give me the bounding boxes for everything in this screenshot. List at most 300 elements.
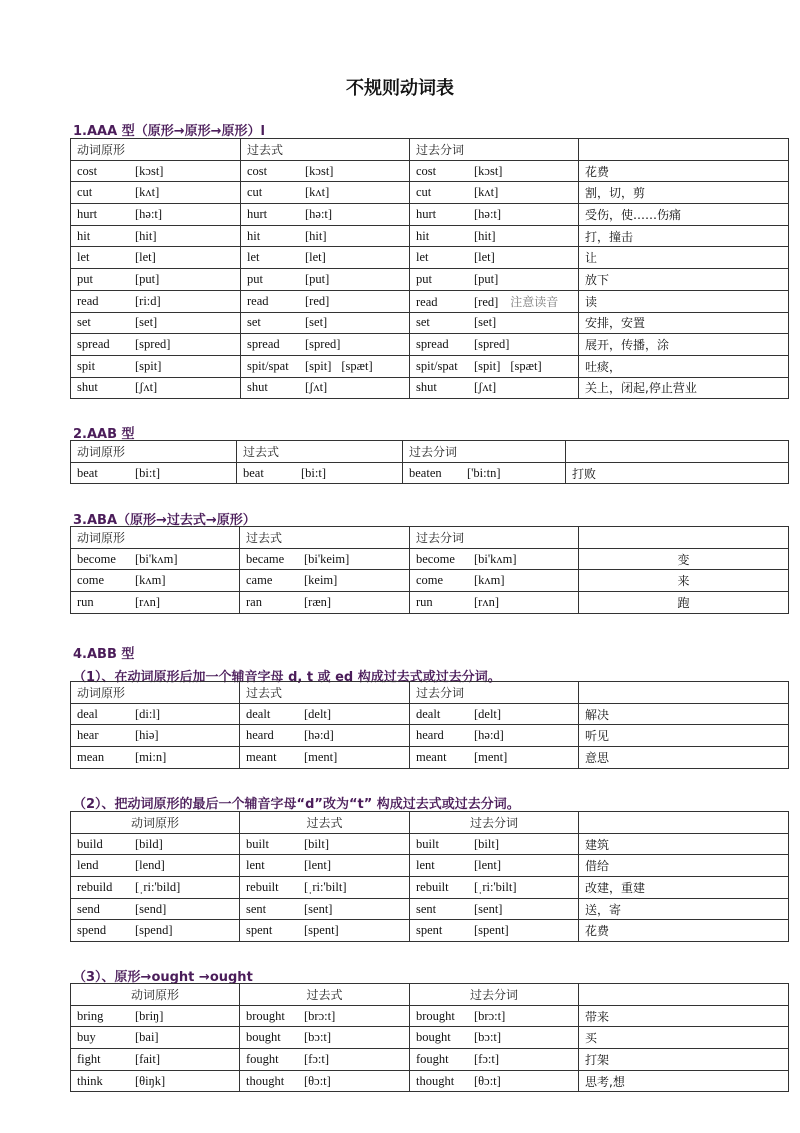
column-header: 过去分词 [410,812,579,834]
table-row [71,725,789,747]
table-row [71,570,789,592]
base-form-phonetic: [send] [135,901,167,916]
past-tense: spread [247,337,280,352]
past-tense-cell [241,334,410,356]
base-form: spread [77,337,110,352]
past-participle: put [416,271,432,286]
past-tense-phonetic: [hə:d] [304,728,334,743]
past-participle: beaten [409,465,442,480]
base-form: read [77,293,99,308]
past-participle-phonetic: [hə:t] [474,206,502,221]
past-tense-phonetic: [ʃʌt] [305,380,328,395]
past-tense-cell [241,204,410,226]
meaning-cell: 放下 [579,269,789,291]
column-header [566,441,789,463]
past-tense: dealt [246,706,271,721]
meaning-cell: 改建，重建 [579,877,789,899]
base-form-cell [71,334,241,356]
base-form: cost [77,163,98,178]
meaning-cell: 关上，闭起,停止营业 [579,377,789,399]
past-tense-phonetic: [hit] [305,228,327,243]
base-form-phonetic: [hə:t] [135,206,163,221]
past-participle-cell [410,377,579,399]
past-tense: cut [247,185,263,200]
meaning-cell: 花费 [579,920,789,942]
section-heading: 3.ABA（原形→过去式→原形） [73,513,256,528]
past-tense-cell [240,1005,410,1027]
table-row [71,592,789,614]
table-header-row [71,139,789,161]
base-form-cell [71,920,240,942]
past-tense: set [247,315,261,330]
past-participle: spit/spat [416,358,458,373]
past-tense-phonetic: [set] [305,315,328,330]
table-header-row [71,527,789,549]
past-participle-cell [410,570,579,592]
past-participle-phonetic: [spent] [474,923,509,938]
past-tense-phonetic: [let] [305,250,326,265]
past-participle: spread [416,337,449,352]
meaning-cell: 跑 [579,592,789,614]
base-form-phonetic: [bai] [135,1030,159,1045]
past-tense: beat [243,465,264,480]
base-form-cell [71,1027,240,1049]
base-form-cell [71,355,241,377]
past-participle-phonetic: [fɔ:t] [474,1051,499,1066]
base-form: think [77,1073,103,1088]
table-row [71,548,789,570]
table-header-row [71,441,789,463]
past-participle-cell [403,462,566,484]
past-tense: rebuilt [246,879,279,894]
past-tense-phonetic: [bi:t] [301,465,326,480]
past-tense-cell [240,747,410,769]
past-tense-cell [240,833,410,855]
base-form-phonetic: [ʃʌt] [135,380,158,395]
past-tense-phonetic: [lent] [304,858,332,873]
meaning-cell: 变 [579,548,789,570]
base-form-phonetic: [let] [135,250,156,265]
base-form-cell [71,290,241,312]
meaning-cell: 带来 [579,1005,789,1027]
past-tense-phonetic: [delt] [304,706,332,721]
past-participle: become [416,551,455,566]
past-participle-cell [410,204,579,226]
base-form: hit [77,228,91,243]
column-header: 动词原形 [71,527,240,549]
past-tense: became [246,551,285,566]
meaning-cell: 买 [579,1027,789,1049]
meaning-cell: 读 [579,290,789,312]
past-tense-cell [240,855,410,877]
past-tense: spent [246,923,273,938]
base-form-phonetic: [spend] [135,923,173,938]
past-participle-phonetic: [sent] [474,901,503,916]
column-header: 过去式 [240,682,410,704]
past-participle: hit [416,228,430,243]
column-header [579,682,789,704]
section-heading: 1.AAA 型（原形→原形→原形）l [73,124,265,139]
past-participle: read [416,294,438,309]
past-tense-cell [240,703,410,725]
past-participle-phonetic-alt: [spæt] [510,358,542,373]
base-form-cell [71,747,240,769]
past-participle-cell [410,290,579,312]
base-form: put [77,271,93,286]
column-header: 过去式 [240,984,410,1006]
past-participle-phonetic: [bilt] [474,836,499,851]
base-form-cell [71,1070,240,1092]
past-tense: heard [246,728,274,743]
verb-table [70,811,789,942]
past-tense: meant [246,749,277,764]
base-form: buy [77,1030,96,1045]
past-tense-cell [240,548,410,570]
base-form: fight [77,1051,101,1066]
past-participle-cell [410,1049,579,1071]
base-form-phonetic: [bi'kʌm] [135,551,178,566]
base-form-phonetic: [ˌri:'bild] [135,879,181,894]
base-form-phonetic: [set] [135,315,158,330]
past-participle-cell [410,225,579,247]
past-tense-phonetic: [bi'keim] [304,551,350,566]
past-tense-phonetic: [bilt] [304,836,329,851]
past-participle-phonetic: [set] [474,315,497,330]
past-participle-phonetic: [ʃʌt] [474,380,497,395]
past-participle-phonetic: [brɔ:t] [474,1008,506,1023]
base-form: cut [77,185,93,200]
column-header: 动词原形 [71,812,240,834]
past-participle-phonetic: [kʌt] [474,185,499,200]
past-tense-phonetic: [spred] [305,337,341,352]
verb-table [70,526,789,614]
pronunciation-note: 注意读音 [510,294,559,309]
past-participle-phonetic: [ment] [474,749,508,764]
past-participle-phonetic: ['bi:tn] [467,465,501,480]
past-tense: bought [246,1030,281,1045]
base-form: run [77,594,94,609]
past-tense-cell [241,160,410,182]
table-row [71,312,789,334]
past-tense: shut [247,380,268,395]
past-tense-cell [240,898,410,920]
base-form-cell [71,377,241,399]
table-row [71,334,789,356]
past-participle-phonetic: [kɔst] [474,163,503,178]
past-tense-cell [241,247,410,269]
base-form: come [77,573,105,588]
past-tense-cell [241,377,410,399]
past-tense-phonetic: [brɔ:t] [304,1008,336,1023]
column-header: 动词原形 [71,984,240,1006]
table-header-row [71,682,789,704]
base-form: hurt [77,206,98,221]
base-form: send [77,901,100,916]
base-form-cell [71,269,241,291]
past-participle: hurt [416,206,437,221]
base-form-cell [71,462,237,484]
base-form-phonetic: [θiŋk] [135,1073,166,1088]
base-form-cell [71,312,241,334]
past-tense: put [247,271,263,286]
past-participle: lent [416,858,435,873]
past-tense-cell [240,920,410,942]
base-form-cell [71,225,241,247]
past-participle: come [416,573,444,588]
column-header: 动词原形 [71,441,237,463]
meaning-cell: 花费 [579,160,789,182]
base-form-phonetic: [briŋ] [135,1008,164,1023]
base-form: become [77,551,116,566]
base-form: shut [77,380,98,395]
past-tense-phonetic: [bɔ:t] [304,1030,332,1045]
past-tense-phonetic: [spent] [304,923,339,938]
past-tense-cell [240,570,410,592]
past-participle-cell [410,855,579,877]
past-participle-cell [410,1005,579,1027]
table-row [71,1049,789,1071]
base-form-phonetic: [kɔst] [135,163,164,178]
past-tense-phonetic: [hə:t] [305,206,333,221]
past-participle-cell [410,833,579,855]
past-participle: cut [416,185,432,200]
past-participle: spent [416,923,443,938]
past-participle-cell [410,247,579,269]
base-form: set [77,315,91,330]
past-tense-phonetic: [sent] [304,901,333,916]
past-participle-cell [410,548,579,570]
base-form-phonetic: [spred] [135,337,171,352]
column-header: 过去式 [237,441,403,463]
table-row [71,462,789,484]
base-form-phonetic: [put] [135,271,160,286]
column-header: 过去分词 [410,984,579,1006]
past-participle-phonetic: [spit] [474,358,501,373]
past-participle: bought [416,1030,451,1045]
past-participle-phonetic: [bɔ:t] [474,1030,502,1045]
base-form-cell [71,898,240,920]
past-tense-phonetic-alt: [spæt] [341,358,373,373]
verb-table [70,138,789,399]
table-header-row [71,812,789,834]
past-participle: rebuilt [416,879,449,894]
past-participle-cell [410,703,579,725]
past-participle: thought [416,1073,455,1088]
past-participle-phonetic: [hə:d] [474,728,504,743]
base-form-phonetic: [lend] [135,858,165,873]
past-participle: built [416,836,439,851]
column-header: 过去分词 [410,527,579,549]
base-form-phonetic: [hit] [135,228,157,243]
meaning-cell: 安排，安置 [579,312,789,334]
base-form: let [77,250,90,265]
meaning-cell: 听见 [579,725,789,747]
past-participle: brought [416,1008,455,1023]
past-tense-cell [240,877,410,899]
base-form-phonetic: [mi:n] [135,749,167,764]
past-participle-phonetic: [θɔ:t] [474,1073,501,1088]
past-tense-phonetic: [ˌri:'bilt] [304,879,347,894]
past-tense-cell [240,1049,410,1071]
column-header: 过去分词 [410,139,579,161]
base-form-cell [71,570,240,592]
past-tense: ran [246,594,262,609]
table-row [71,1070,789,1092]
base-form-phonetic: [bild] [135,836,163,851]
base-form-cell [71,247,241,269]
meaning-cell: 意思 [579,747,789,769]
table-row [71,247,789,269]
table-row [71,1027,789,1049]
section-heading: 2.AAB 型 [73,427,135,442]
page-title: 不规则动词表 [346,78,454,99]
past-participle-cell [410,725,579,747]
table-row [71,290,789,312]
past-tense-phonetic: [put] [305,271,330,286]
past-participle-phonetic: [rʌn] [474,594,499,609]
past-participle-cell [410,334,579,356]
past-participle-cell [410,1070,579,1092]
table-header-row [71,984,789,1006]
past-participle-phonetic: [red] [474,294,499,309]
section-heading: （2）、把动词原形的最后一个辅音字母“d”改为“t” 构成过去式或过去分词。 [73,797,520,812]
column-header: 过去式 [241,139,410,161]
past-participle-cell [410,269,579,291]
past-participle-cell [410,920,579,942]
base-form: rebuild [77,879,113,894]
base-form-cell [71,160,241,182]
past-participle-cell [410,1027,579,1049]
column-header: 动词原形 [71,682,240,704]
past-participle-cell [410,877,579,899]
table-row [71,160,789,182]
table-row [71,898,789,920]
base-form-cell [71,855,240,877]
past-participle: sent [416,901,437,916]
column-header [579,812,789,834]
base-form-cell [71,548,240,570]
base-form-phonetic: [bi:t] [135,465,160,480]
column-header [579,527,789,549]
meaning-cell: 送，寄 [579,898,789,920]
past-tense-cell [241,290,410,312]
base-form-phonetic: [spit] [135,358,162,373]
meaning-cell: 解决 [579,703,789,725]
table-row [71,225,789,247]
meaning-cell: 让 [579,247,789,269]
past-participle: run [416,594,433,609]
base-form: mean [77,749,105,764]
past-tense-phonetic: [ment] [304,749,338,764]
past-participle-phonetic: [ˌri:'bilt] [474,879,517,894]
base-form: lend [77,858,99,873]
past-tense-phonetic: [ræn] [304,594,332,609]
past-participle: heard [416,728,444,743]
base-form-phonetic: [kʌt] [135,185,160,200]
past-tense: thought [246,1073,285,1088]
column-header: 动词原形 [71,139,241,161]
past-participle-phonetic: [delt] [474,706,502,721]
base-form-cell [71,592,240,614]
past-tense-phonetic: [θɔ:t] [304,1073,331,1088]
past-participle-phonetic: [put] [474,271,499,286]
column-header: 过去式 [240,812,410,834]
meaning-cell: 建筑 [579,833,789,855]
past-tense-phonetic: [kʌt] [305,185,330,200]
meaning-cell: 来 [579,570,789,592]
base-form: bring [77,1008,104,1023]
verb-table [70,440,789,484]
table-row [71,833,789,855]
past-participle-phonetic: [bi'kʌm] [474,551,517,566]
table-row [71,703,789,725]
base-form-cell [71,725,240,747]
past-participle-phonetic: [kʌm] [474,573,505,588]
past-tense-cell [240,725,410,747]
column-header: 过去分词 [403,441,566,463]
meaning-cell: 吐痰， [579,355,789,377]
base-form-phonetic: [ri:d] [135,293,161,308]
table-row [71,747,789,769]
base-form-phonetic: [fait] [135,1051,160,1066]
past-tense: built [246,836,269,851]
table-row [71,920,789,942]
past-tense-cell [241,269,410,291]
past-participle-cell [410,747,579,769]
column-header [579,139,789,161]
past-tense-cell [241,182,410,204]
past-participle: let [416,250,429,265]
past-tense: cost [247,163,268,178]
past-participle-phonetic: [let] [474,250,495,265]
past-tense-cell [240,1027,410,1049]
base-form: spit [77,358,96,373]
column-header: 过去式 [240,527,410,549]
base-form-phonetic: [di:l] [135,706,160,721]
past-participle-cell [410,160,579,182]
section-subheading: （1）、在动词原形后加一个辅音字母 d, t 或 ed 构成过去式或过去分词。 [73,670,501,685]
past-participle-phonetic: [hit] [474,228,496,243]
table-row [71,1005,789,1027]
past-tense-phonetic: [spit] [305,358,332,373]
verb-table [70,983,789,1092]
base-form: build [77,836,103,851]
past-participle: dealt [416,706,441,721]
base-form-cell [71,204,241,226]
meaning-cell: 展开，传播，涂 [579,334,789,356]
base-form: beat [77,465,98,480]
base-form-cell [71,1005,240,1027]
base-form-cell [71,877,240,899]
base-form-cell [71,833,240,855]
past-participle: cost [416,163,437,178]
meaning-cell: 借给 [579,855,789,877]
base-form-cell [71,182,241,204]
past-participle-cell [410,898,579,920]
past-tense-phonetic: [keim] [304,573,338,588]
past-participle: set [416,315,430,330]
table-row [71,182,789,204]
meaning-cell: 打架 [579,1049,789,1071]
column-header: 过去分词 [410,682,579,704]
base-form: hear [77,728,99,743]
past-tense: fought [246,1051,279,1066]
past-tense: sent [246,901,267,916]
past-tense: came [246,573,273,588]
past-tense: brought [246,1008,285,1023]
past-tense-cell [241,312,410,334]
base-form-cell [71,1049,240,1071]
